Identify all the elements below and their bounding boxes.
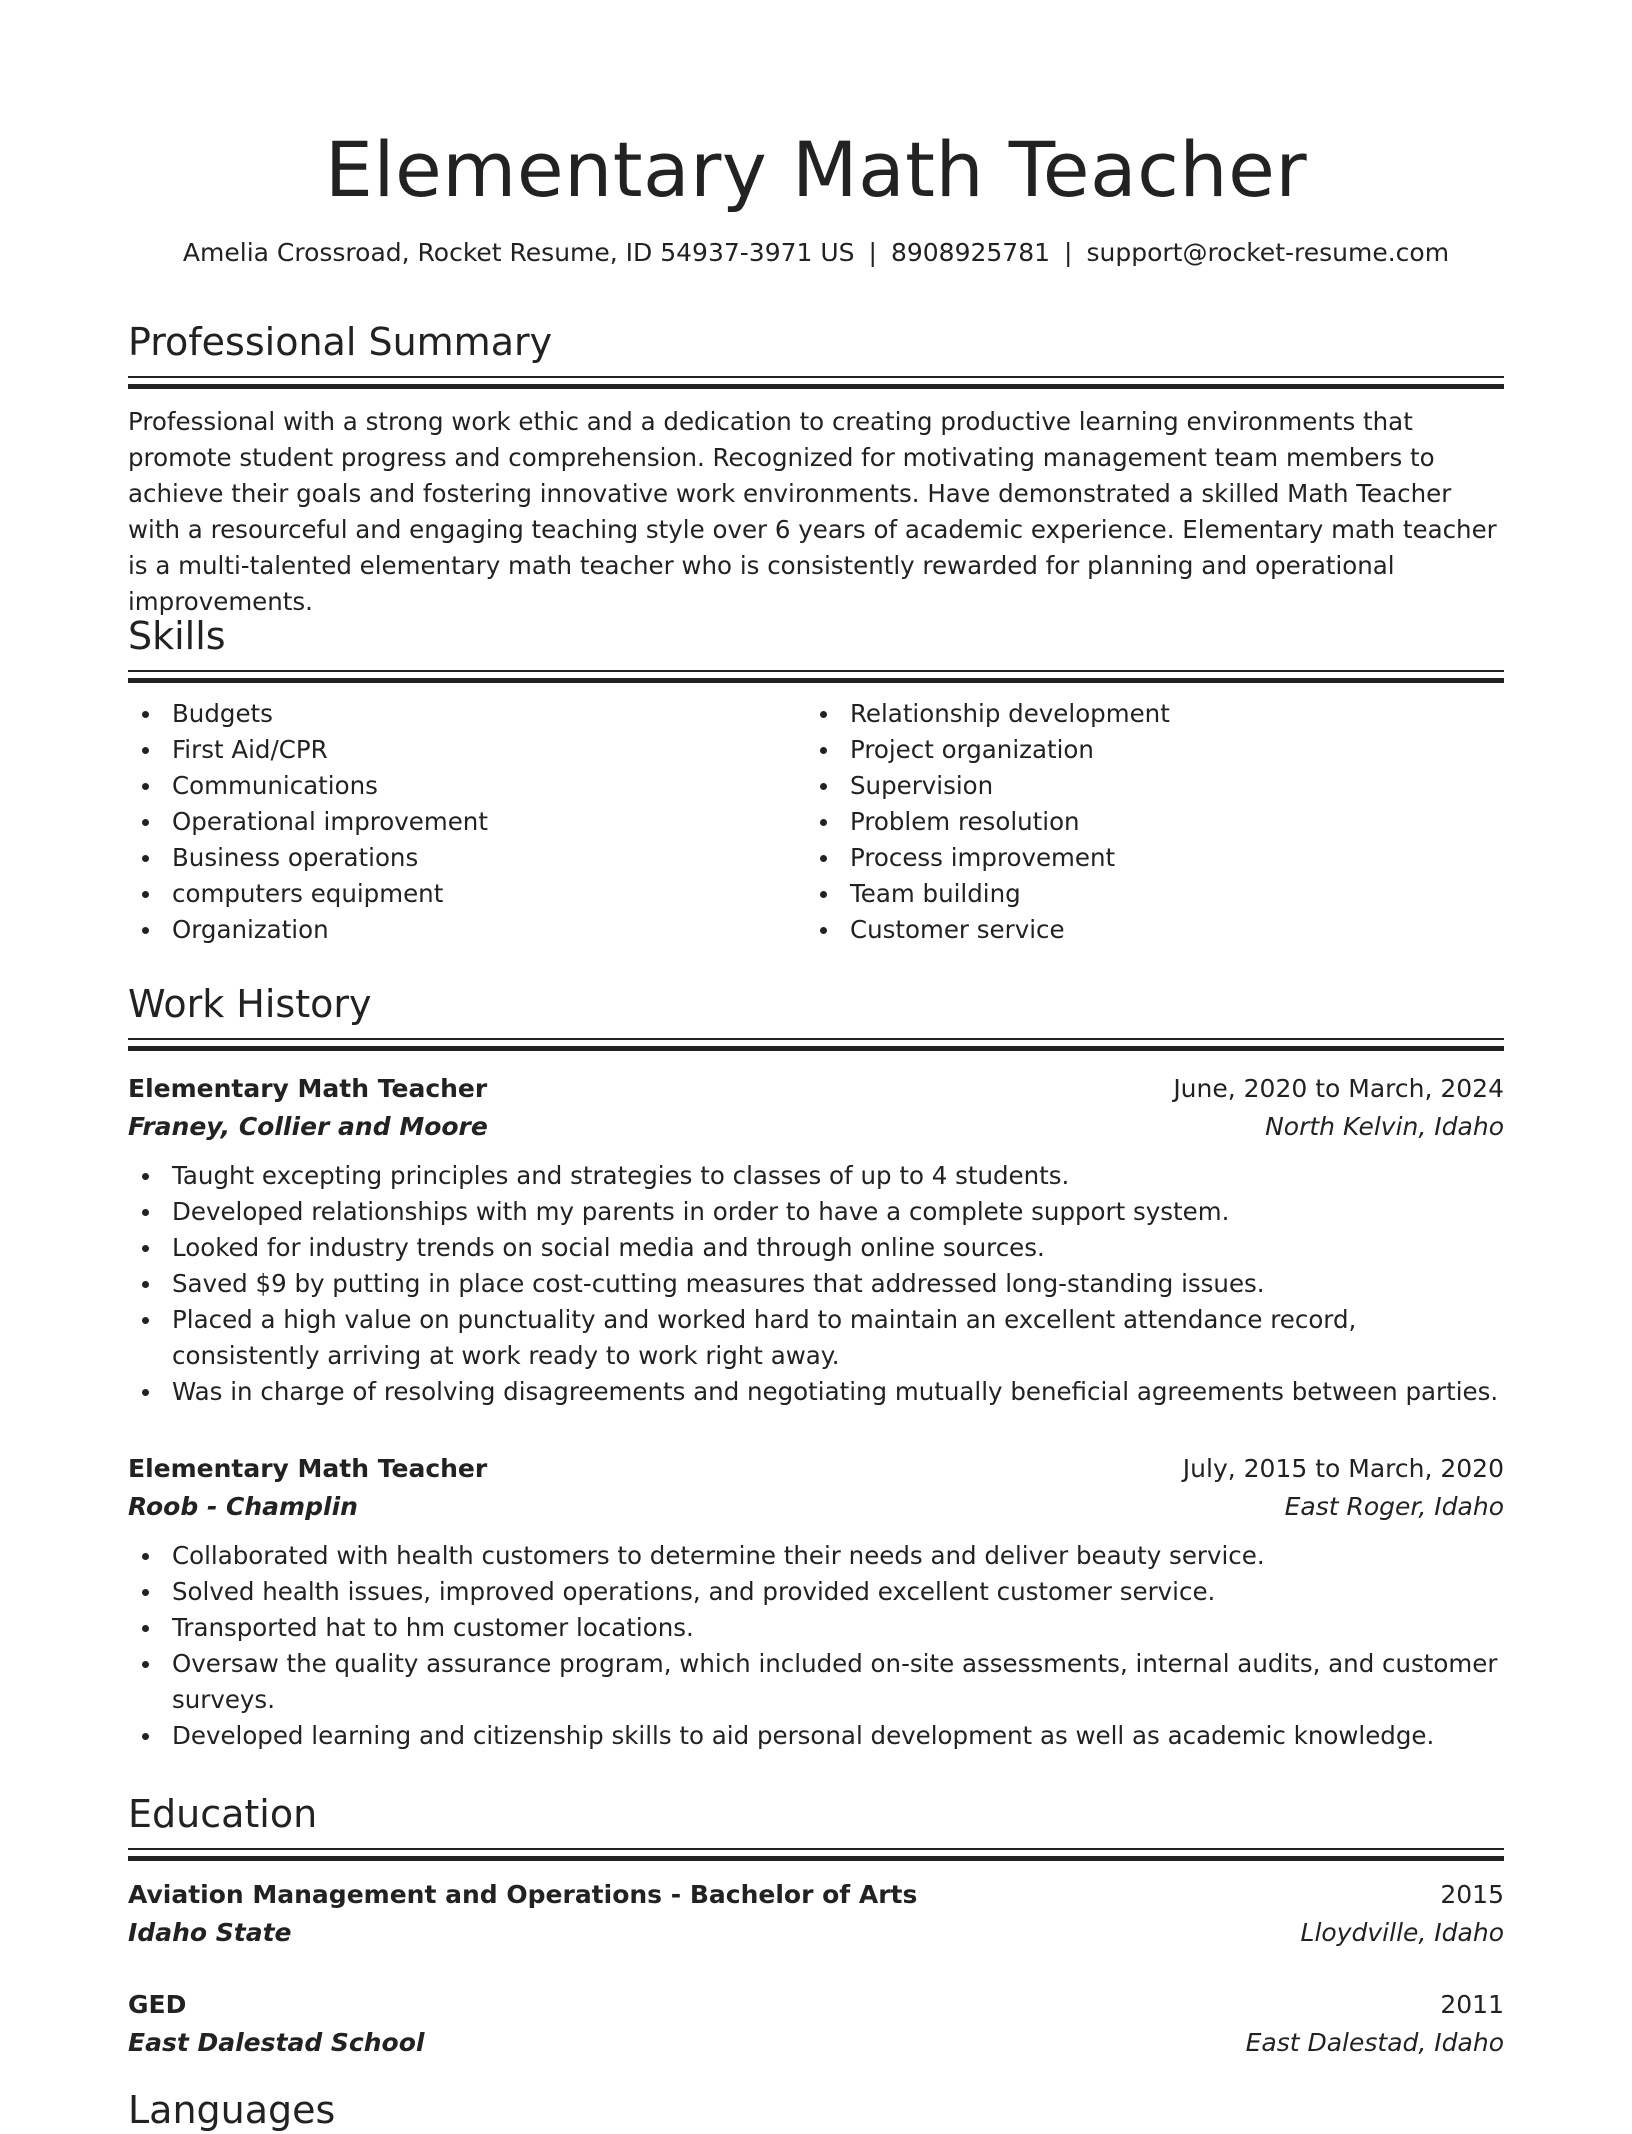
skill-item: Business operations <box>128 840 806 876</box>
job-bullet-list <box>128 1538 1504 1754</box>
job-company-row <box>128 1108 1504 1146</box>
section-heading-work: Work History <box>128 982 372 1026</box>
summary-section <box>128 318 1504 620</box>
skill-item: Operational improvement <box>128 804 806 840</box>
work-history-section <box>128 980 1504 1052</box>
job-bullet: Solved health issues, improved operations, and provided excellent customer service. <box>128 1574 1504 1610</box>
section-divider <box>128 1038 1504 1052</box>
skill-item: Team building <box>806 876 1484 912</box>
job-location: East Roger, Idaho <box>1284 1492 1504 1521</box>
skill-item: Communications <box>128 768 806 804</box>
section-divider <box>128 1848 1504 1862</box>
job-bullet: Was in charge of resolving disagreements and negotiating mutually beneficial agreements between parties. <box>128 1374 1504 1410</box>
skill-item: Supervision <box>806 768 1484 804</box>
education-school: East Dalestad School <box>128 2028 425 2057</box>
skill-item: computers equipment <box>128 876 806 912</box>
contact-address: Amelia Crossroad, Rocket Resume, ID 54937-3971 US <box>182 238 855 267</box>
contact-email: support@rocket-resume.com <box>1086 238 1450 267</box>
job-header-row <box>128 1450 1504 1488</box>
skill-item: First Aid/CPR <box>128 732 806 768</box>
section-heading-education: Education <box>128 1792 318 1836</box>
languages-section <box>128 2086 1504 2134</box>
job-bullet: Developed learning and citizenship skills to aid personal development as well as academic knowledge. <box>128 1718 1504 1754</box>
section-divider <box>128 376 1504 390</box>
skill-item: Relationship development <box>806 696 1484 732</box>
education-entry <box>128 1986 1504 2062</box>
job-bullet-list <box>128 1158 1504 1410</box>
education-year: 2015 <box>1440 1880 1504 1909</box>
education-school-row <box>128 2024 1504 2062</box>
education-header-row <box>128 1986 1504 2024</box>
education-section <box>128 1790 1504 1862</box>
summary-text: Professional with a strong work ethic and a dedication to creating productive learning environments that promote student progress and comprehension. Recognized for motivating management team members to achieve their goals and fostering innovative work environments. Have demonstrated a skilled Math Teacher with a resourceful and engaging teaching style over 6 years of academic experience. Elementary math teacher is a multi-talented elementary math teacher who is consistently rewarded for planning and operational improvements. <box>128 407 1497 616</box>
job-bullet: Taught excepting principles and strategies to classes of up to 4 students. <box>128 1158 1504 1194</box>
contact-line <box>128 236 1504 270</box>
job-title: Elementary Math Teacher <box>128 1074 488 1103</box>
section-heading-skills: Skills <box>128 614 226 658</box>
contact-phone: 8908925781 <box>890 238 1051 267</box>
job-entry <box>128 1070 1504 1410</box>
job-bullet: Looked for industry trends on social media and through online sources. <box>128 1230 1504 1266</box>
skills-section <box>128 612 1504 948</box>
job-company: Roob - Champlin <box>128 1492 358 1521</box>
job-bullet: Developed relationships with my parents in order to have a complete support system. <box>128 1194 1504 1230</box>
contact-separator: | <box>868 238 877 267</box>
skills-column-left <box>128 696 806 948</box>
job-dates: June, 2020 to March, 2024 <box>1173 1074 1504 1103</box>
education-header-row <box>128 1876 1504 1914</box>
education-location: Lloydville, Idaho <box>1300 1918 1504 1947</box>
skill-item: Project organization <box>806 732 1484 768</box>
job-dates: July, 2015 to March, 2020 <box>1182 1454 1504 1483</box>
education-school-row <box>128 1914 1504 1952</box>
skill-item: Customer service <box>806 912 1484 948</box>
education-school: Idaho State <box>128 1918 292 1947</box>
skill-item: Process improvement <box>806 840 1484 876</box>
education-year: 2011 <box>1440 1990 1504 2019</box>
resume-title: Elementary Math Teacher <box>324 125 1308 214</box>
job-bullet: Oversaw the quality assurance program, which included on-site assessments, internal audits, and customer surveys. <box>128 1646 1504 1718</box>
job-title: Elementary Math Teacher <box>128 1454 488 1483</box>
skill-item: Organization <box>128 912 806 948</box>
skill-item: Problem resolution <box>806 804 1484 840</box>
job-location: North Kelvin, Idaho <box>1265 1112 1504 1141</box>
job-bullet: Transported hat to hm customer locations. <box>128 1610 1504 1646</box>
job-bullet: Collaborated with health customers to determine their needs and deliver beauty service. <box>128 1538 1504 1574</box>
education-location: East Dalestad, Idaho <box>1245 2028 1504 2057</box>
job-company-row <box>128 1488 1504 1526</box>
section-heading-summary: Professional Summary <box>128 320 553 364</box>
education-degree: Aviation Management and Operations - Bachelor of Arts <box>128 1880 918 1909</box>
education-entry <box>128 1876 1504 1952</box>
section-heading-languages: Languages <box>128 2088 336 2132</box>
skills-grid <box>128 696 1504 948</box>
job-company: Franey, Collier and Moore <box>128 1112 488 1141</box>
education-degree: GED <box>128 1990 187 2019</box>
job-header-row <box>128 1070 1504 1108</box>
section-divider <box>128 670 1504 684</box>
job-bullet: Placed a high value on punctuality and worked hard to maintain an excellent attendance record, consistently arriving at work ready to work right away. <box>128 1302 1504 1374</box>
skills-column-right <box>806 696 1484 948</box>
job-entry <box>128 1450 1504 1754</box>
skill-item: Budgets <box>128 696 806 732</box>
job-bullet: Saved $9 by putting in place cost-cutting measures that addressed long-standing issues. <box>128 1266 1504 1302</box>
contact-separator: | <box>1064 238 1073 267</box>
